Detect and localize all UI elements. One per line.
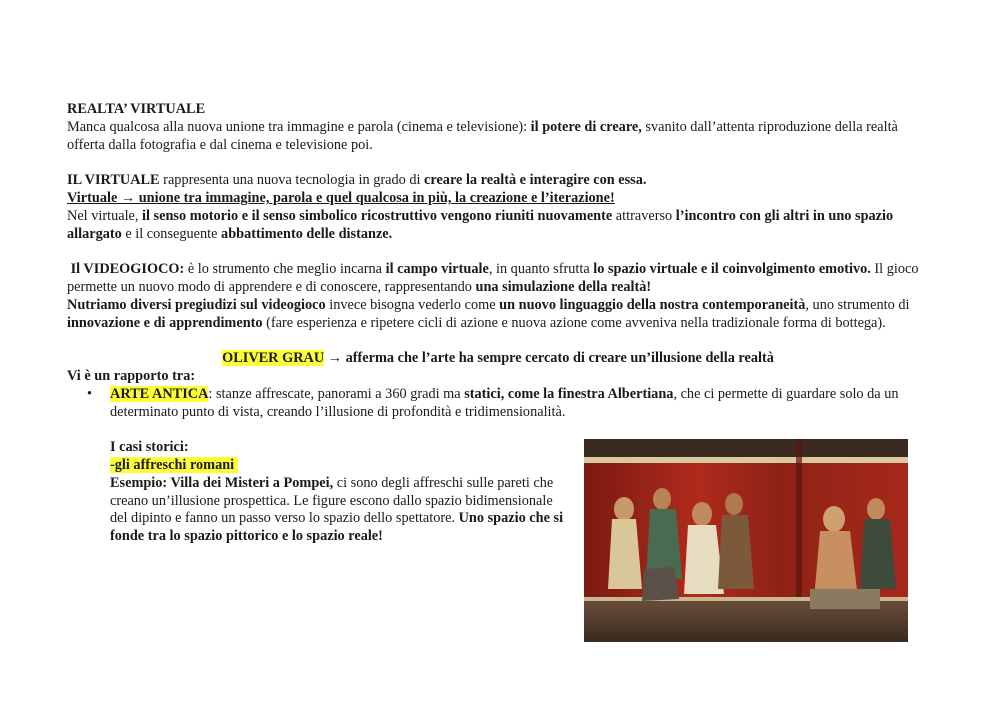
- grau-statement: OLIVER GRAU → afferma che l’arte ha sempre cercato di creare un’illusione della realtà: [222, 350, 774, 367]
- document-title: REALTA’ VIRTUALE: [67, 101, 206, 117]
- case-heading: I casi storici:: [110, 439, 189, 456]
- paragraph-intro: Manca qualcosa alla nuova unione tra immagine e parola (cinema e televisione): il potere di creare, svanito dall’attenta riproduzione della realtà offerta dalla fotografia e dal cinema e televisione poi.: [67, 118, 898, 153]
- bullet-icon: •: [87, 385, 93, 402]
- case-subheading: -gli affreschi romani: [110, 456, 238, 473]
- villa-misteri-fresco-image: [584, 439, 908, 642]
- document-body: [67, 101, 929, 546]
- case-text: [110, 439, 570, 546]
- case-description: Esempio: Villa dei Misteri a Pompei, ci sono degli affreschi sulle pareti che creano un’illusione prospettica. Le figure escono dallo spazio bidimensionale del dipinto e fanno un passo verso lo spazio dello spettatore. Uno spazio che si fonde tra lo spazio pittorico e lo spazio reale!: [110, 474, 564, 545]
- list-item: • ARTE ANTICA: stanze affrescate, panorami a 360 gradi ma statici, come la finestra Albertiana, che ci permette di guardare solo da un determinato punto di vista, creando l’illusione di profondità e tridimensionalità.: [87, 385, 899, 420]
- paragraph-videogioco: Il VIDEOGIOCO: è lo strumento che meglio incarna il campo virtuale, in quanto sfrutta lo spazio virtuale e il coinvolgimento emotivo. Il gioco permette un nuovo modo di apprendere e di conoscere, rappresentando una simulazione della realtà!: [67, 261, 919, 295]
- virtuale-definition: Virtuale → unione tra immagine, parola e quel qualcosa in più, la creazione e l’iterazione!: [67, 189, 615, 206]
- paragraph-senso: Nel virtuale, il senso motorio e il senso simbolico ricostruttivo vengono riuniti nuovamente attraverso l’incontro con gli altri in uno spazio allargato e il conseguente abbattimento delle distanze.: [67, 207, 894, 242]
- case-section: [67, 439, 929, 546]
- rapporto-heading: Vi è un rapporto tra:: [67, 367, 196, 384]
- paragraph-pregiudizi: Nutriamo diversi pregiudizi sul videogioco invece bisogna vederlo come un nuovo linguaggio della nostra contemporaneità, uno strumento di innovazione e di apprendimento (fare esperienza e ripetere cicli di azione e nuova azione come avveniva nella tradizionale forma di bottega).: [67, 296, 910, 331]
- paragraph-virtuale: IL VIRTUALE rappresenta una nuova tecnologia in grado di creare la realtà e interagire con essa.: [67, 172, 647, 189]
